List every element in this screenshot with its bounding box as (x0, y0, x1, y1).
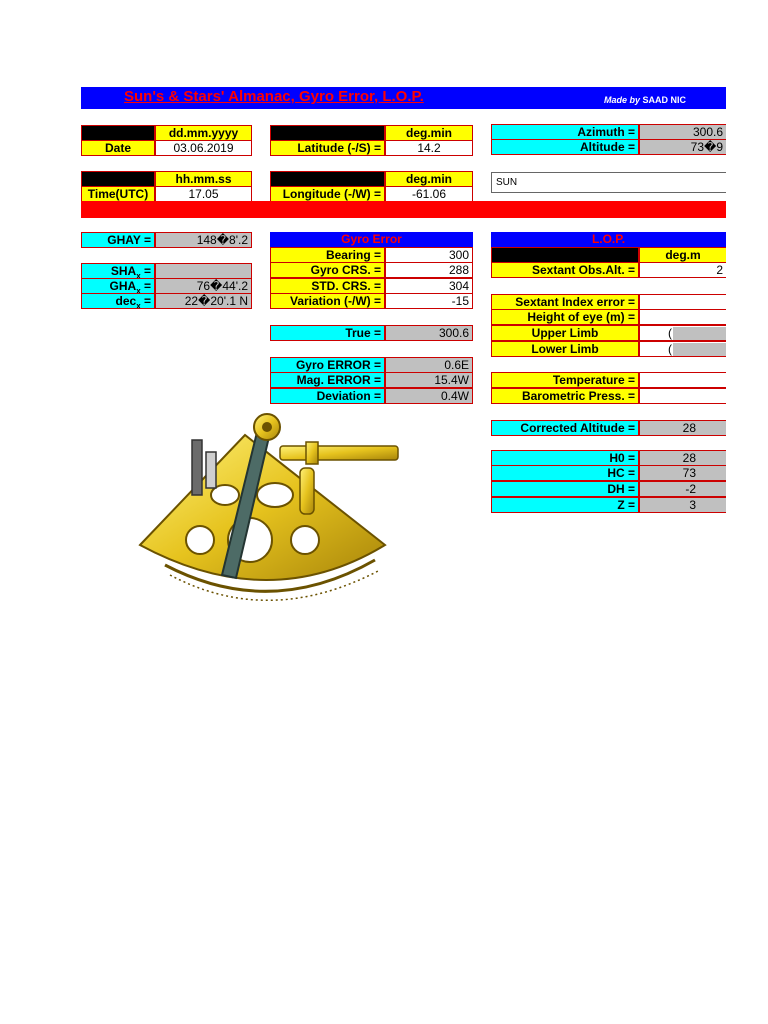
longitude-label: Longitude (-/W) = (270, 186, 385, 202)
obs-alt-input[interactable]: 2 (639, 262, 726, 278)
z-label: Z = (491, 497, 639, 513)
mag-error-value: 15.4W (385, 372, 473, 388)
date-input[interactable]: 03.06.2019 (155, 140, 252, 156)
ghay-value: 148�8'.2 (155, 232, 252, 248)
time-header-blank (81, 171, 155, 187)
variation-label: Variation (-/W) = (270, 293, 385, 309)
upper-limb-label: Upper Limb (491, 325, 639, 341)
upper-limb-fill (673, 327, 726, 340)
temperature-label: Temperature = (491, 372, 639, 388)
pressure-label: Barometric Press. = (491, 388, 639, 404)
azimuth-label: Azimuth = (491, 124, 639, 140)
gyro-error-label: Gyro ERROR = (270, 357, 385, 373)
latitude-input[interactable]: 14.2 (385, 140, 473, 156)
altitude-label: Altitude = (491, 139, 639, 155)
longitude-format-header: deg.min (385, 171, 473, 187)
mag-error-label: Mag. ERROR = (270, 372, 385, 388)
longitude-header-blank (270, 171, 385, 187)
gyro-error-value: 0.6E (385, 357, 473, 373)
sha-label: $SHA_x$ = (81, 263, 155, 279)
h0-label: H0 = (491, 450, 639, 466)
index-error-label: Sextant Index error = (491, 294, 639, 310)
corrected-alt-value: 28 (639, 420, 726, 436)
azimuth-value: 300.6 (639, 124, 726, 140)
deviation-value: 0.4W (385, 388, 473, 404)
latitude-format-header: deg.min (385, 125, 473, 141)
obs-alt-label: Sextant Obs.Alt. = (491, 262, 639, 278)
z-value: 3 (639, 497, 726, 513)
longitude-input[interactable]: -61.06 (385, 186, 473, 202)
altitude-value: 73�9 (639, 139, 726, 155)
h0-value: 28 (639, 450, 726, 466)
true-label: True = (270, 325, 385, 341)
date-label: Date (81, 140, 155, 156)
dh-value: -2 (639, 481, 726, 497)
date-format-header: dd.mm.yyyy (155, 125, 252, 141)
gyro-crs-input[interactable]: 288 (385, 262, 473, 278)
hc-label: HC = (491, 465, 639, 481)
sha-value (155, 263, 252, 279)
temperature-input[interactable] (639, 372, 726, 388)
pressure-input[interactable] (639, 388, 726, 404)
time-format-header: hh.mm.ss (155, 171, 252, 187)
page-title: Sun's & Stars' Almanac, Gyro Error, L.O.P. (124, 88, 424, 105)
gyro-error-heading: Gyro Error (270, 232, 473, 248)
bearing-input[interactable]: 300 (385, 247, 473, 263)
std-crs-label: STD. CRS. = (270, 278, 385, 294)
bearing-label: Bearing = (270, 247, 385, 263)
latitude-header-blank (270, 125, 385, 141)
separator-band (81, 201, 726, 218)
ghay-label: GHAY = (81, 232, 155, 248)
variation-input[interactable]: -15 (385, 293, 473, 309)
time-input[interactable]: 17.05 (155, 186, 252, 202)
celestial-body-select[interactable]: SUN (491, 172, 726, 193)
corrected-alt-label: Corrected Altitude = (491, 420, 639, 436)
gha-value: 76�44'.2 (155, 278, 252, 294)
deviation-label: Deviation = (270, 388, 385, 404)
lop-heading: L.O.P. (491, 232, 726, 248)
lower-limb-label: Lower Limb (491, 341, 639, 357)
gha-label: $GHA_x$ = (81, 278, 155, 294)
height-eye-label: Height of eye (m) = (491, 309, 639, 325)
latitude-label: Latitude (-/S) = (270, 140, 385, 156)
dh-label: DH = (491, 481, 639, 497)
index-error-input[interactable] (639, 294, 726, 310)
time-label: Time(UTC) (81, 186, 155, 202)
date-header-blank (81, 125, 155, 141)
lower-limb-option[interactable]: ( (639, 341, 726, 357)
true-value: 300.6 (385, 325, 473, 341)
dec-value: 22�20'.1 N (155, 293, 252, 309)
sextant-illustration (130, 400, 405, 605)
height-eye-input[interactable] (639, 309, 726, 325)
hc-value: 73 (639, 465, 726, 481)
lop-header-blank (491, 247, 639, 263)
lower-limb-fill (673, 343, 726, 356)
author-credit: Made by SAAD NIC (604, 95, 687, 105)
upper-limb-option[interactable]: ( (639, 325, 726, 341)
lop-format-header: deg.m (639, 247, 726, 263)
dec-label: dec$_x$ = (81, 293, 155, 309)
std-crs-input[interactable]: 304 (385, 278, 473, 294)
gyro-crs-label: Gyro CRS. = (270, 262, 385, 278)
